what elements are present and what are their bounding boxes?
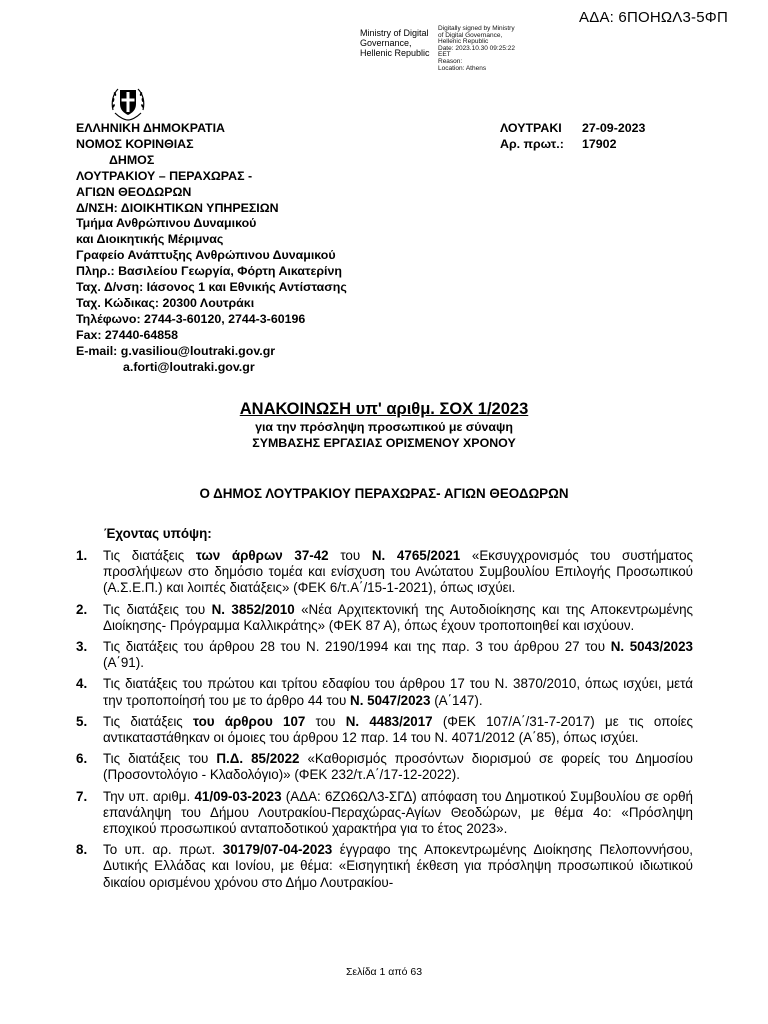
list-item-bold-text: Π.Δ. 85/2022: [216, 751, 300, 767]
list-item-bold-text: Ν. 5043/2023: [610, 639, 693, 655]
page-number: Σελίδα 1 από 63: [345, 966, 423, 978]
signature-line: Ministry of Digital: [360, 28, 429, 38]
list-item-bold-text: του άρθρου 107: [192, 713, 306, 729]
place: ΛΟΥΤΡΑΚΙ: [500, 121, 562, 135]
date-protocol-block: [500, 121, 645, 153]
list-item-text: «Καθορισμός προσόντων διορισμού σε φορείς του Δημοσίου (Προσοντολόγιο - Κλαδολόγιο)» (ΦΕΚ 232/τ.Α΄/17-12-2022).: [103, 751, 693, 783]
list-item-text: Τις διατάξεις: [103, 548, 196, 563]
list-item-text: «Νέα Αρχιτεκτονική της Αυτοδιοίκησης και της Αποκεντρωμένης Διοίκησης- Πρόγραμμα Καλλικράτης» (ΦΕΚ 87 Α), όπως έχουν τροποποιηθεί και ισχύουν.: [103, 601, 693, 633]
header-line: Ταχ. Κώδικας: 20300 Λουτράκι: [76, 295, 255, 310]
header-line: E-mail: g.vasiliou@loutraki.gov.gr: [76, 343, 276, 358]
header-line: ΛΟΥΤΡΑΚΙΟΥ – ΠΕΡΑΧΩΡΑΣ -: [76, 168, 253, 183]
protocol-label: Αρ. πρωτ.:: [500, 136, 564, 151]
place-date: [500, 121, 645, 137]
legal-basis-list: [76, 548, 693, 896]
list-item-number: 3.: [76, 639, 88, 655]
header-line: ΕΛΛΗΝΙΚΗ ΔΗΜΟΚΡΑΤΙΑ: [76, 121, 225, 135]
signature-detail: Hellenic Republic: [438, 38, 489, 46]
signature-detail: EET: [438, 51, 451, 59]
list-item-bold-text: Ν. 4765/2021: [371, 548, 461, 563]
list-item-text: Το υπ. αρ. πρωτ.: [103, 842, 223, 858]
list-item-text: (ΑΔΑ: 6ΖΩ6ΩΛ3-ΣΓΔ) απόφαση του Δημοτικού Συμβουλίου σε ορθή επανάληψη του Δήμου Λουτρακίου-Περαχώρας-Αγίων Θεοδώρων, με θέμα 4ο: «Πρόσληψη εποχικού προσωπικού ανταποδοτικού χαρακτήρα για το έτος 2023».: [103, 788, 693, 837]
protocol-value: 17902: [582, 136, 617, 151]
list-item-text: Τις διατάξεις του άρθρου 28 του Ν. 2190/1994 και της παρ. 3 του άρθρου 27 του: [103, 639, 611, 655]
header-line: Γραφείο Ανάπτυξης Ανθρώπινου Δυναμικού: [76, 248, 336, 263]
municipality-heading: Ο ΔΗΜΟΣ ΛΟΥΤΡΑΚΙΟΥ ΠΕΡΑΧΩΡΑΣ- ΑΓΙΩΝ ΘΕΟΔΩΡΩΝ: [199, 486, 569, 501]
header-line: Τμήμα Ανθρώπινου Δυναμικού: [76, 216, 257, 231]
list-item-bold-text: Ν. 4483/2017: [345, 713, 433, 729]
digital-signature-label: [360, 28, 430, 58]
signature-detail: Digitally signed by Ministry: [438, 25, 515, 32]
list-item: [76, 789, 693, 838]
sender-header: [76, 121, 347, 376]
header-line: a.forti@loutraki.gov.gr: [123, 359, 255, 374]
digital-signature-details: [438, 26, 515, 72]
list-item-number: 7.: [76, 788, 88, 804]
announcement-subtitle: για την πρόσληψη προσωπικού με σύναψη: [255, 420, 513, 434]
list-item-text: Τις διατάξεις του πρώτου και τρίτου εδαφίου του άρθρου 17 του Ν. 3870/2010, όπως ισχύει, μετά την τροποποίησή του με το άρθρο 44 του: [103, 676, 693, 708]
list-item-number: 2.: [76, 601, 88, 617]
list-item: [76, 639, 693, 671]
announcement-subtitle: ΣΥΜΒΑΣΗΣ ΕΡΓΑΣΙΑΣ ΟΡΙΣΜΕΝΟΥ ΧΡΟΝΟΥ: [252, 436, 516, 450]
signature-line: Governance,: [360, 38, 412, 48]
header-line: ΔΗΜΟΣ: [109, 152, 155, 167]
date: 27-09-2023: [582, 121, 646, 135]
list-item-text: Τις διατάξεις του: [103, 601, 212, 617]
list-item-text: (Α΄147).: [430, 692, 483, 708]
list-item-number: 4.: [76, 676, 88, 692]
announcement-title: ΑΝΑΚΟΙΝΩΣΗ υπ' αριθμ. ΣΟΧ 1/2023: [239, 400, 529, 418]
signature-line: Hellenic Republic: [360, 48, 430, 58]
considering-heading: Έχοντας υπόψη:: [104, 526, 212, 541]
list-item-bold-text: Ν. 5047/2023: [350, 692, 431, 708]
list-item-text: (ΦΕΚ 107/Α΄/31-7-2017) με τις οποίες αντικαταστάθηκαν οι όμοιες του άρθρου 12 παρ. 14 του Ν. 4071/2012 (Α΄85), όπως ισχύει.: [103, 713, 694, 746]
signature-detail: Reason:: [438, 57, 463, 65]
signature-detail: Location: Athens: [438, 64, 487, 72]
signature-detail: Date: 2023.10.30 09:25:22: [438, 44, 515, 52]
list-item-text: Τις διατάξεις: [103, 713, 193, 729]
list-item-text: έγγραφο της Αποκεντρωμένης Διοίκησης Πελοποννήσου, Δυτικής Ελλάδας και Ιονίου, με θέμα: «Εισηγητική έκθεση για πρόσληψη προσωπικού ιδιωτικού δικαίου ορισμένου χρόνου στο Δήμο Λουτρακίου-: [103, 842, 693, 890]
ada-code: ΑΔΑ: 6ΠΟΗΩΛ3-5ΦΠ: [579, 9, 728, 26]
list-item: [76, 676, 693, 708]
list-item-text: Την υπ. αριθμ.: [103, 788, 195, 804]
header-line: ΑΓΙΩΝ ΘΕΟΔΩΡΩΝ: [76, 184, 192, 199]
signature-detail: of Digital Governance,: [438, 31, 503, 39]
header-line: και Διοικητικής Μέριμνας: [76, 232, 224, 247]
list-item: [76, 602, 693, 634]
header-line: Δ/ΝΣΗ: ΔΙΟΙΚΗΤΙΚΩΝ ΥΠΗΡΕΣΙΩΝ: [76, 200, 279, 215]
list-item-text: Τις διατάξεις του: [103, 751, 217, 767]
list-item: [76, 751, 693, 783]
list-item-bold-text: 41/09-03-2023: [194, 788, 282, 804]
list-item-number: 5.: [76, 713, 88, 729]
protocol-number: [500, 137, 645, 153]
list-item: [76, 714, 693, 746]
list-item: [76, 842, 693, 891]
list-item-number: 6.: [76, 751, 88, 767]
list-item-text: «Εκσυγχρονισμός του συστήματος προσλήψεων στο δημόσιο τομέα και ενίσχυση του Ανώτατου Συμβουλίου Επιλογής Προσωπικού (Α.Σ.Ε.Π.) και λοιπές διατάξεις» (ΦΕΚ 6/τ.Α΄/15-1-2021), όπως ισχύει.: [103, 548, 694, 596]
list-item: [76, 548, 693, 597]
list-item-text: (Α΄91).: [103, 655, 144, 671]
header-line: Τηλέφωνο: 2744-3-60120, 2744-3-60196: [76, 311, 306, 326]
list-item-number: 1.: [76, 548, 88, 563]
greek-emblem-icon: [105, 80, 151, 126]
list-item-text: του: [328, 548, 372, 563]
list-item-bold-text: Ν. 3852/2010: [211, 601, 295, 617]
list-item-number: 8.: [76, 842, 88, 858]
header-line: Ταχ. Δ/νση: Ιάσονος 1 και Εθνικής Αντίστασης: [76, 280, 347, 295]
list-item-bold-text: των άρθρων 37-42: [195, 548, 329, 563]
header-line: Πληρ.: Βασιλείου Γεωργία, Φόρτη Αικατερίνη: [76, 264, 342, 279]
header-line: Fax: 27440-64858: [76, 327, 178, 342]
list-item-bold-text: 30179/07-04-2023: [222, 842, 333, 858]
list-item-text: του: [305, 713, 346, 729]
header-line: ΝΟΜΟΣ ΚΟΡΙΝΘΙΑΣ: [76, 136, 194, 151]
